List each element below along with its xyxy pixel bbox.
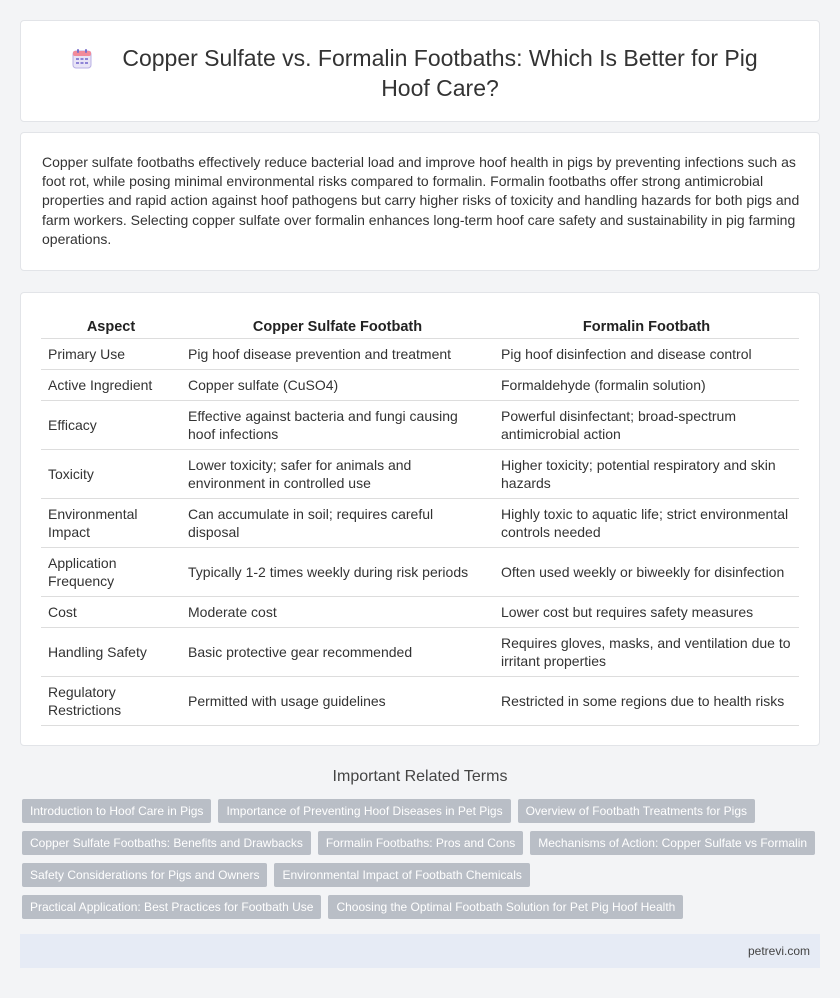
copper-sulfate-cell: Basic protective gear recommended [181, 627, 494, 676]
formalin-cell: Formaldehyde (formalin solution) [494, 369, 799, 400]
related-term-tag[interactable]: Overview of Footbath Treatments for Pigs [518, 799, 755, 823]
related-term-tag[interactable]: Copper Sulfate Footbaths: Benefits and Drawbacks [22, 831, 311, 855]
formalin-cell: Pig hoof disinfection and disease control [494, 338, 799, 369]
table-row [41, 400, 799, 449]
aspect-cell: Application Frequency [41, 547, 181, 596]
table-row [41, 449, 799, 498]
related-terms-title: Important Related Terms [332, 768, 508, 785]
copper-sulfate-cell: Can accumulate in soil; requires careful disposal [181, 498, 494, 547]
table-row [41, 547, 799, 596]
table-row [41, 369, 799, 400]
footer-site-link[interactable]: petrevi.com [747, 944, 810, 958]
summary-card [20, 132, 820, 271]
table-row [41, 676, 799, 725]
related-term-tag[interactable]: Mechanisms of Action: Copper Sulfate vs Formalin [530, 831, 815, 855]
related-term-tag[interactable]: Importance of Preventing Hoof Diseases in Pet Pigs [218, 799, 510, 823]
aspect-cell: Regulatory Restrictions [41, 676, 181, 725]
related-term-tag[interactable]: Practical Application: Best Practices for Footbath Use [22, 895, 321, 919]
related-term-tag[interactable]: Safety Considerations for Pigs and Owners [22, 863, 267, 887]
related-term-tag[interactable]: Choosing the Optimal Footbath Solution for Pet Pig Hoof Health [328, 895, 683, 919]
aspect-cell: Active Ingredient [41, 369, 181, 400]
formalin-cell: Higher toxicity; potential respiratory and skin hazards [494, 449, 799, 498]
formalin-cell: Restricted in some regions due to health risks [494, 676, 799, 725]
aspect-cell: Cost [41, 596, 181, 627]
footer [20, 934, 820, 968]
formalin-cell: Highly toxic to aquatic life; strict environmental controls needed [494, 498, 799, 547]
column-header-formalin: Formalin Footbath [494, 313, 799, 338]
aspect-cell: Efficacy [41, 400, 181, 449]
table-row [41, 498, 799, 547]
table-row [41, 338, 799, 369]
table-row [41, 627, 799, 676]
related-term-tag[interactable]: Formalin Footbaths: Pros and Cons [318, 831, 523, 855]
related-term-tag[interactable]: Introduction to Hoof Care in Pigs [22, 799, 211, 823]
copper-sulfate-cell: Pig hoof disease prevention and treatment [181, 338, 494, 369]
summary-text: Copper sulfate footbaths effectively reduce bacterial load and improve hoof health in pigs by preventing infections such as foot rot, while posing minimal environmental risks compared to formalin. Formalin footbaths offer strong antimicrobial properties and rapid action against hoof pathogens but carry higher risks of toxicity and handling hazards for both pigs and farm workers. Selecting copper sulfate over formalin enhances long-term hoof care safety and sustainability in pig farming operations. [42, 154, 800, 247]
formalin-cell: Lower cost but requires safety measures [494, 596, 799, 627]
copper-sulfate-cell: Copper sulfate (CuSO4) [181, 369, 494, 400]
copper-sulfate-cell: Effective against bacteria and fungi causing hoof infections [181, 400, 494, 449]
aspect-cell: Toxicity [41, 449, 181, 498]
table-header-row [41, 313, 799, 338]
comparison-table-card [20, 292, 820, 746]
formalin-cell: Requires gloves, masks, and ventilation due to irritant properties [494, 627, 799, 676]
aspect-cell: Environmental Impact [41, 498, 181, 547]
page-title: Copper Sulfate vs. Formalin Footbaths: Which Is Better for Pig Hoof Care? [122, 45, 758, 101]
copper-sulfate-cell: Lower toxicity; safer for animals and environment in controlled use [181, 449, 494, 498]
aspect-cell: Primary Use [41, 338, 181, 369]
comparison-table [41, 313, 799, 726]
aspect-cell: Handling Safety [41, 627, 181, 676]
related-terms-list [22, 799, 822, 927]
copper-sulfate-cell: Moderate cost [181, 596, 494, 627]
copper-sulfate-cell: Typically 1-2 times weekly during risk periods [181, 547, 494, 596]
header-card [20, 20, 820, 122]
copper-sulfate-cell: Permitted with usage guidelines [181, 676, 494, 725]
column-header-copper-sulfate: Copper Sulfate Footbath [181, 313, 494, 338]
formalin-cell: Often used weekly or biweekly for disinfection [494, 547, 799, 596]
table-row [41, 596, 799, 627]
formalin-cell: Powerful disinfectant; broad-spectrum antimicrobial action [494, 400, 799, 449]
column-header-aspect: Aspect [41, 313, 181, 338]
related-term-tag[interactable]: Environmental Impact of Footbath Chemicals [274, 863, 529, 887]
